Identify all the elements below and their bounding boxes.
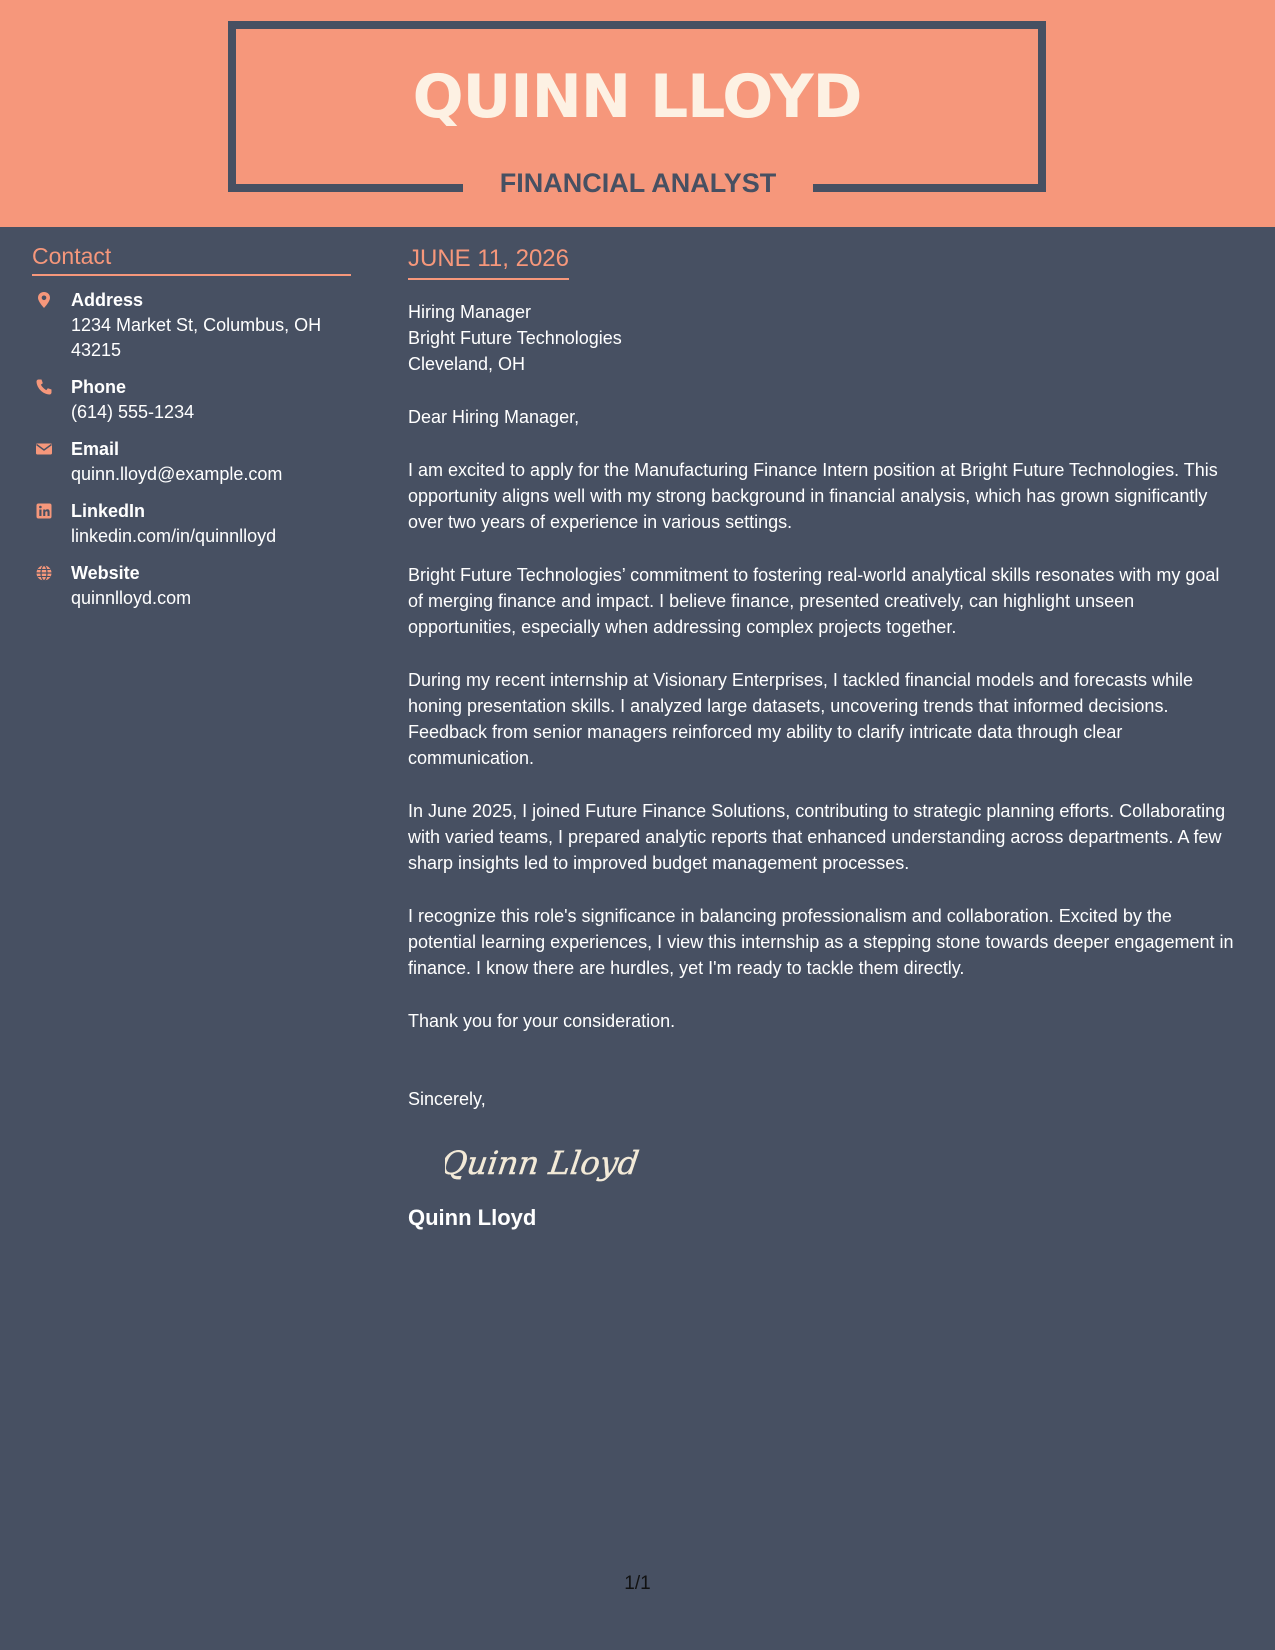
letter-paragraph: In June 2025, I joined Future Finance Solutions, contributing to strategic planning efforts. Collaborating with varied teams, I prepared analytic reports that enhanced understanding across departments. A few sharp insights led to improved budget management processes. bbox=[408, 801, 1226, 873]
phone-icon bbox=[35, 378, 53, 396]
contact-label: Address bbox=[71, 290, 144, 310]
globe-icon bbox=[35, 564, 53, 582]
contact-item-email bbox=[32, 437, 351, 487]
contact-item-address bbox=[32, 288, 351, 363]
signer-name: Quinn Lloyd bbox=[408, 1205, 537, 1230]
contact-value: linkedin.com/in/quinnlloyd bbox=[71, 526, 277, 546]
letter-paragraph: Thank you for your consideration. bbox=[408, 1011, 676, 1031]
contact-value: quinn.lloyd@example.com bbox=[71, 464, 283, 484]
header bbox=[0, 0, 1275, 227]
linkedin-icon bbox=[35, 502, 53, 520]
recipient-line: Bright Future Technologies bbox=[408, 328, 622, 348]
letter-paragraph: During my recent internship at Visionary Enterprises, I tackled financial models and forecasts while honing presentation skills. I analyzed large datasets, uncovering trends that informed decisions. Feedback from senior managers reinforced my ability to clarify intricate data through clear communication. bbox=[408, 670, 1194, 768]
letter-paragraph: Bright Future Technologies’ commitment to fostering real-world analytical skills resonates with my goal of merging finance and impact. I believe finance, presented creatively, can highlight unseen opportunities, especially when addressing complex projects together. bbox=[408, 565, 1220, 637]
contact-item-website bbox=[32, 561, 351, 611]
contact-label: Email bbox=[71, 439, 120, 459]
recipient-line: Hiring Manager bbox=[408, 302, 532, 322]
letter-paragraph: I am excited to apply for the Manufacturing Finance Intern position at Bright Future Technologies. This opportunity aligns well with my strong background in financial analysis, which has grown significantly over two years of experience in various settings. bbox=[408, 460, 1218, 532]
applicant-name: QUINN LLOYD bbox=[412, 62, 862, 132]
letter-paragraph: I recognize this role's significance in balancing professionalism and collaboration. Excited by the potential learning experiences, I view this internship as a stepping stone towards deeper engagement in finance. I know there are hurdles, yet I'm ready to tackle them directly. bbox=[408, 906, 1234, 978]
contact-item-linkedin bbox=[32, 499, 351, 549]
map-pin-icon bbox=[35, 291, 53, 309]
job-title: FINANCIAL ANALYST bbox=[499, 168, 777, 198]
contact-list bbox=[32, 288, 351, 611]
contact-label: Website bbox=[71, 563, 140, 583]
letter-date: JUNE 11, 2026 bbox=[408, 243, 569, 280]
contact-title: Contact bbox=[32, 240, 351, 276]
recipient-line: Cleveland, OH bbox=[408, 354, 526, 374]
page-number: 1/1 bbox=[624, 1573, 651, 1594]
sidebar bbox=[32, 240, 351, 623]
closing: Sincerely, bbox=[408, 1089, 486, 1109]
contact-value: quinnlloyd.com bbox=[71, 588, 192, 608]
contact-value: (614) 555-1234 bbox=[71, 402, 195, 422]
signature-text: Quinn Lloyd bbox=[445, 1144, 642, 1182]
contact-value: 1234 Market St, Columbus, OH 43215 bbox=[71, 315, 322, 360]
envelope-icon bbox=[35, 440, 53, 458]
recipient-block bbox=[408, 299, 1238, 377]
signature-image bbox=[445, 1134, 645, 1194]
contact-label: Phone bbox=[71, 377, 127, 397]
contact-item-phone bbox=[32, 375, 351, 425]
contact-label: LinkedIn bbox=[71, 501, 146, 521]
salutation: Dear Hiring Manager, bbox=[408, 407, 580, 427]
letter-body bbox=[408, 243, 1238, 1232]
